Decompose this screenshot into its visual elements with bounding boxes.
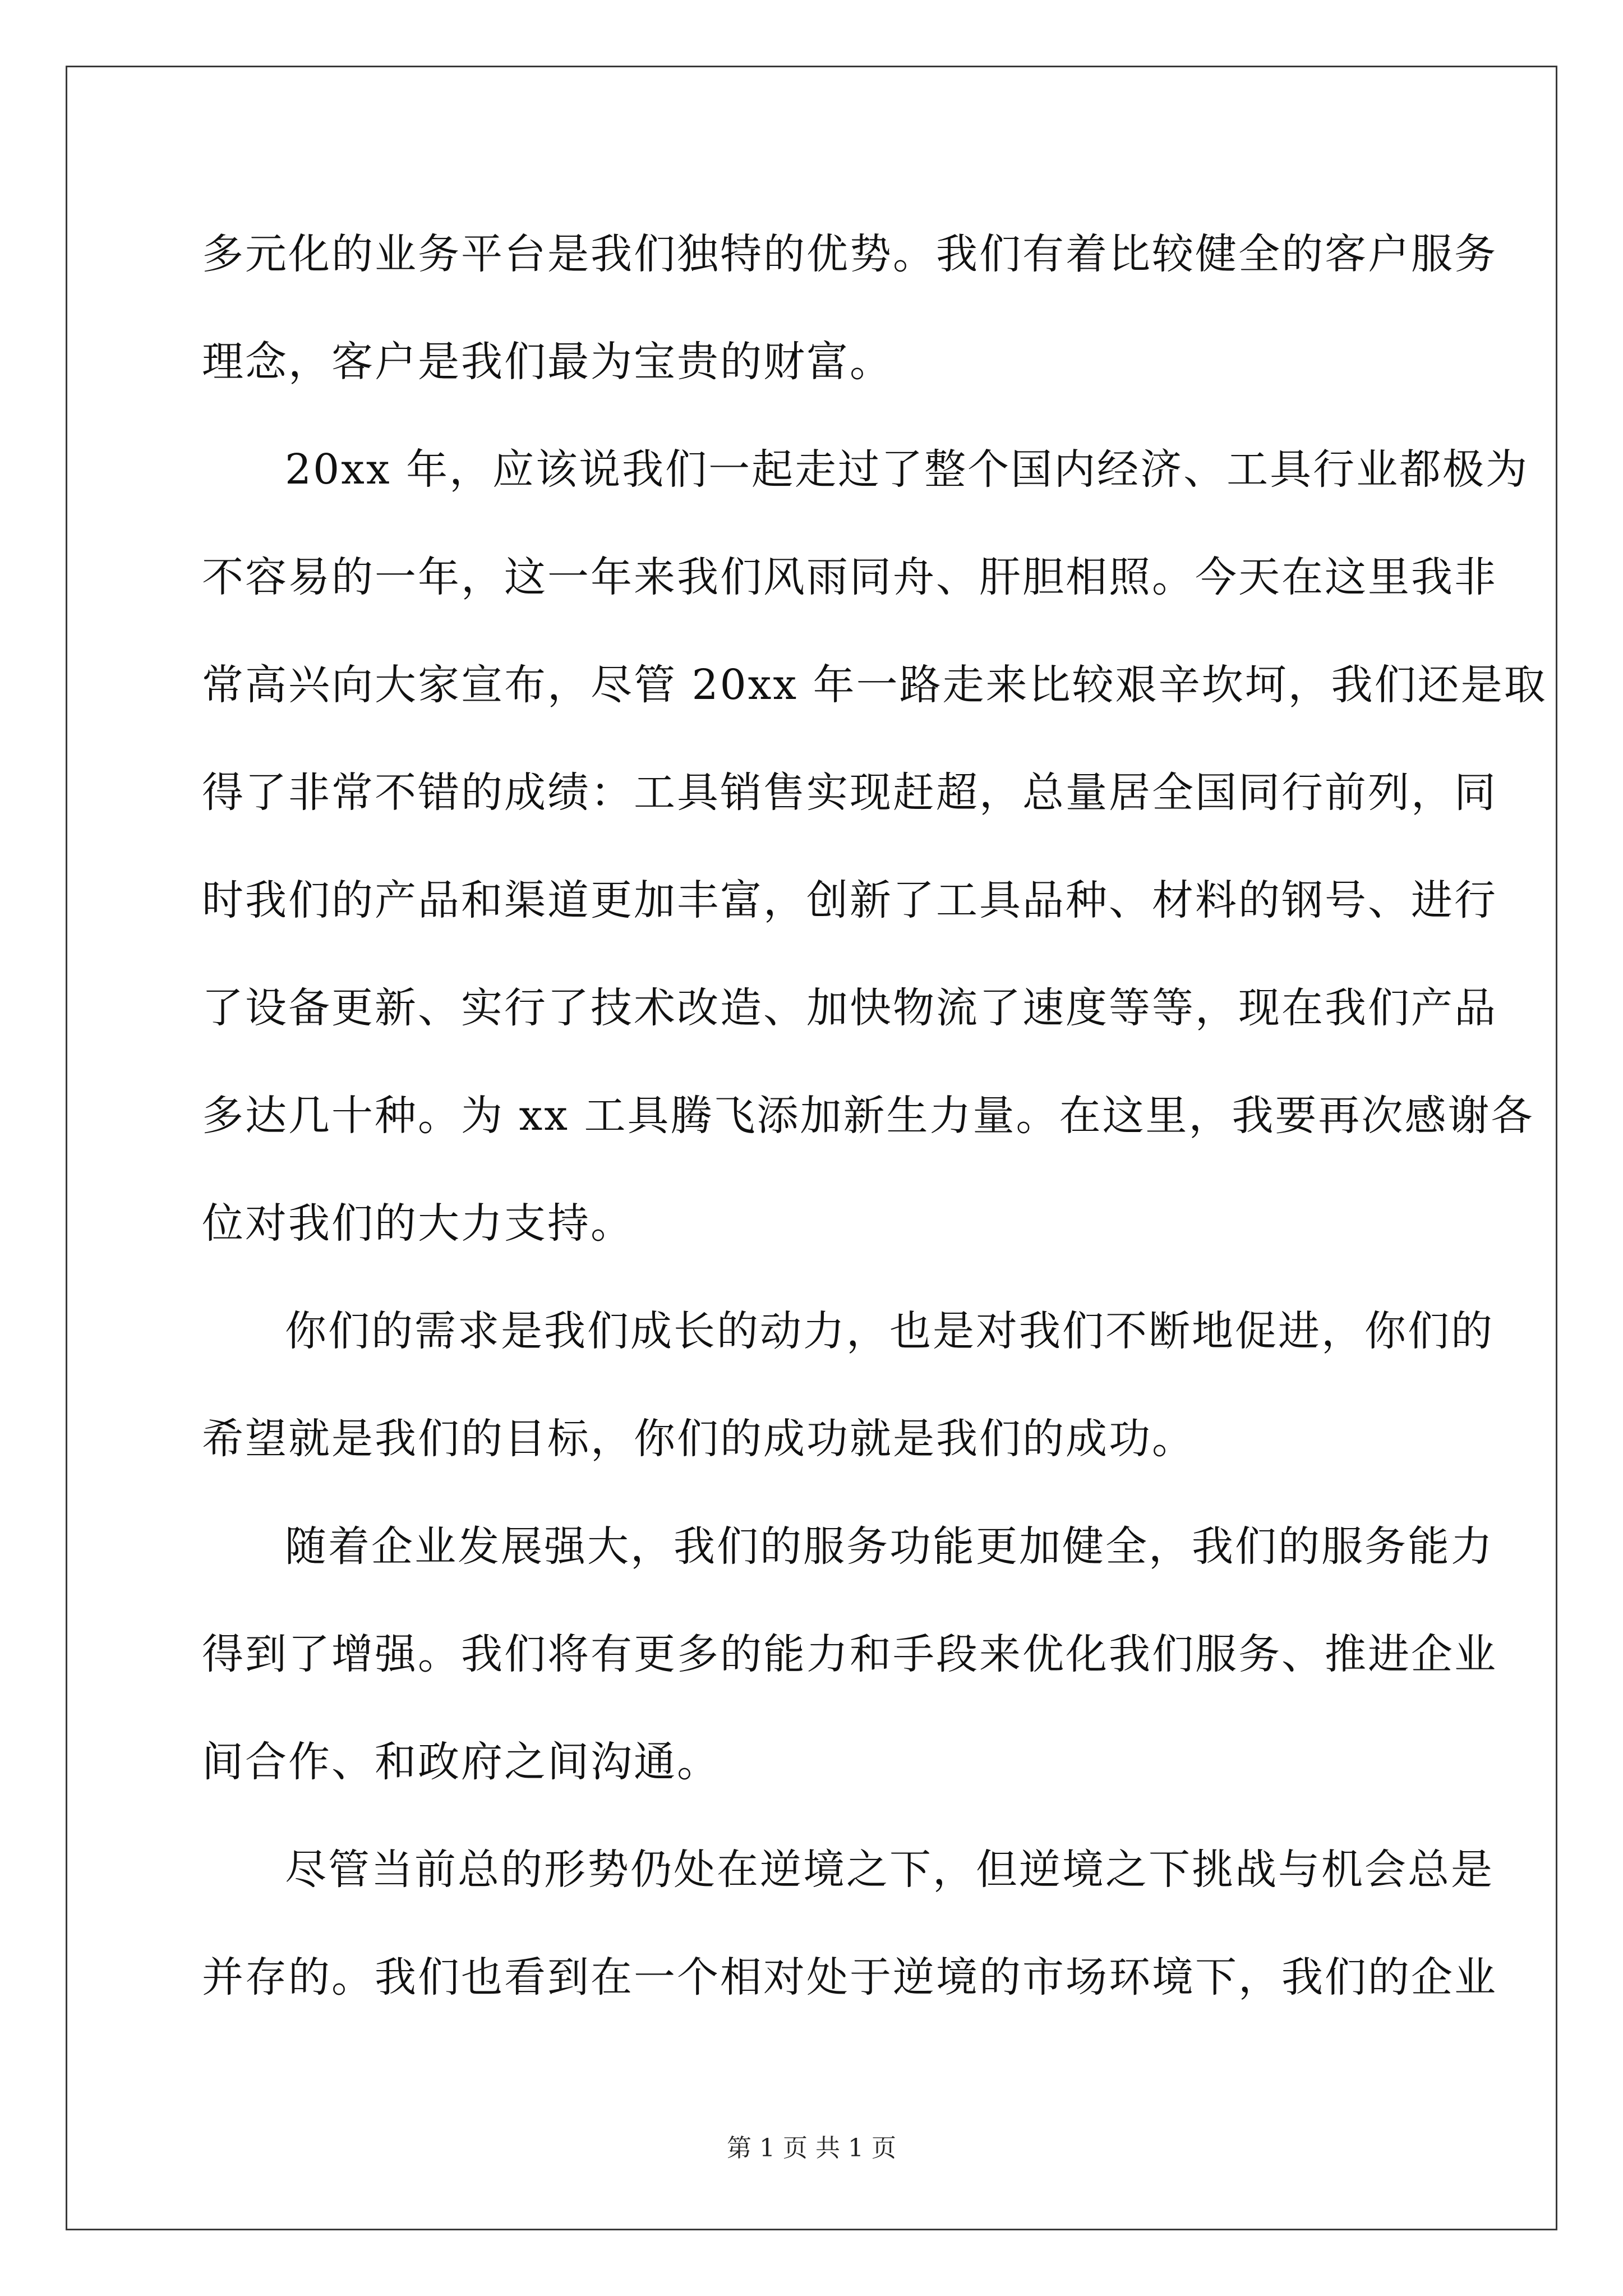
text-line: 位对我们的大力支持。 [202, 1199, 634, 1248]
document-body [202, 222, 1547, 2053]
page-number-footer: 第 1 页 共 1 页 [727, 2134, 896, 2162]
text-line: 20xx 年，应该说我们一起走过了整个国内经济、工具行业都极为 [285, 445, 1529, 494]
text-line: 随着企业发展强大，我们的服务功能更加健全，我们的服务能力 [285, 1522, 1494, 1571]
text-line: 希望就是我们的目标，你们的成功就是我们的成功。 [202, 1415, 1195, 1463]
text-line: 常高兴向大家宣布，尽管 20xx 年一路走来比较艰辛坎坷，我们还是取 [202, 661, 1547, 709]
text-line: 时我们的产品和渠道更加丰富，创新了工具品种、材料的钢号、进行 [202, 876, 1497, 924]
text-line: 了设备更新、实行了技术改造、加快物流了速度等等，现在我们产品 [202, 984, 1497, 1032]
text-line: 并存的。我们也看到在一个相对处于逆境的市场环境下，我们的企业 [202, 1953, 1497, 2001]
text-line: 得了非常不错的成绩：工具销售实现赶超，总量居全国同行前列，同 [202, 769, 1497, 817]
text-line: 间合作、和政府之间沟通。 [202, 1738, 720, 1786]
text-line: 得到了增强。我们将有更多的能力和手段来优化我们服务、推进企业 [202, 1630, 1497, 1678]
text-line: 尽管当前总的形势仍处在逆境之下，但逆境之下挑战与机会总是 [285, 1846, 1494, 1894]
text-line: 多达几十种。为 xx 工具腾飞添加新生力量。在这里，我要再次感谢各 [202, 1092, 1534, 1140]
text-line: 不容易的一年，这一年来我们风雨同舟、肝胆相照。今天在这里我非 [202, 553, 1497, 601]
text-line: 你们的需求是我们成长的动力，也是对我们不断地促进，你们的 [285, 1307, 1494, 1355]
text-line: 理念，客户是我们最为宝贵的财富。 [202, 338, 893, 386]
text-line: 多元化的业务平台是我们独特的优势。我们有着比较健全的客户服务 [202, 230, 1497, 278]
